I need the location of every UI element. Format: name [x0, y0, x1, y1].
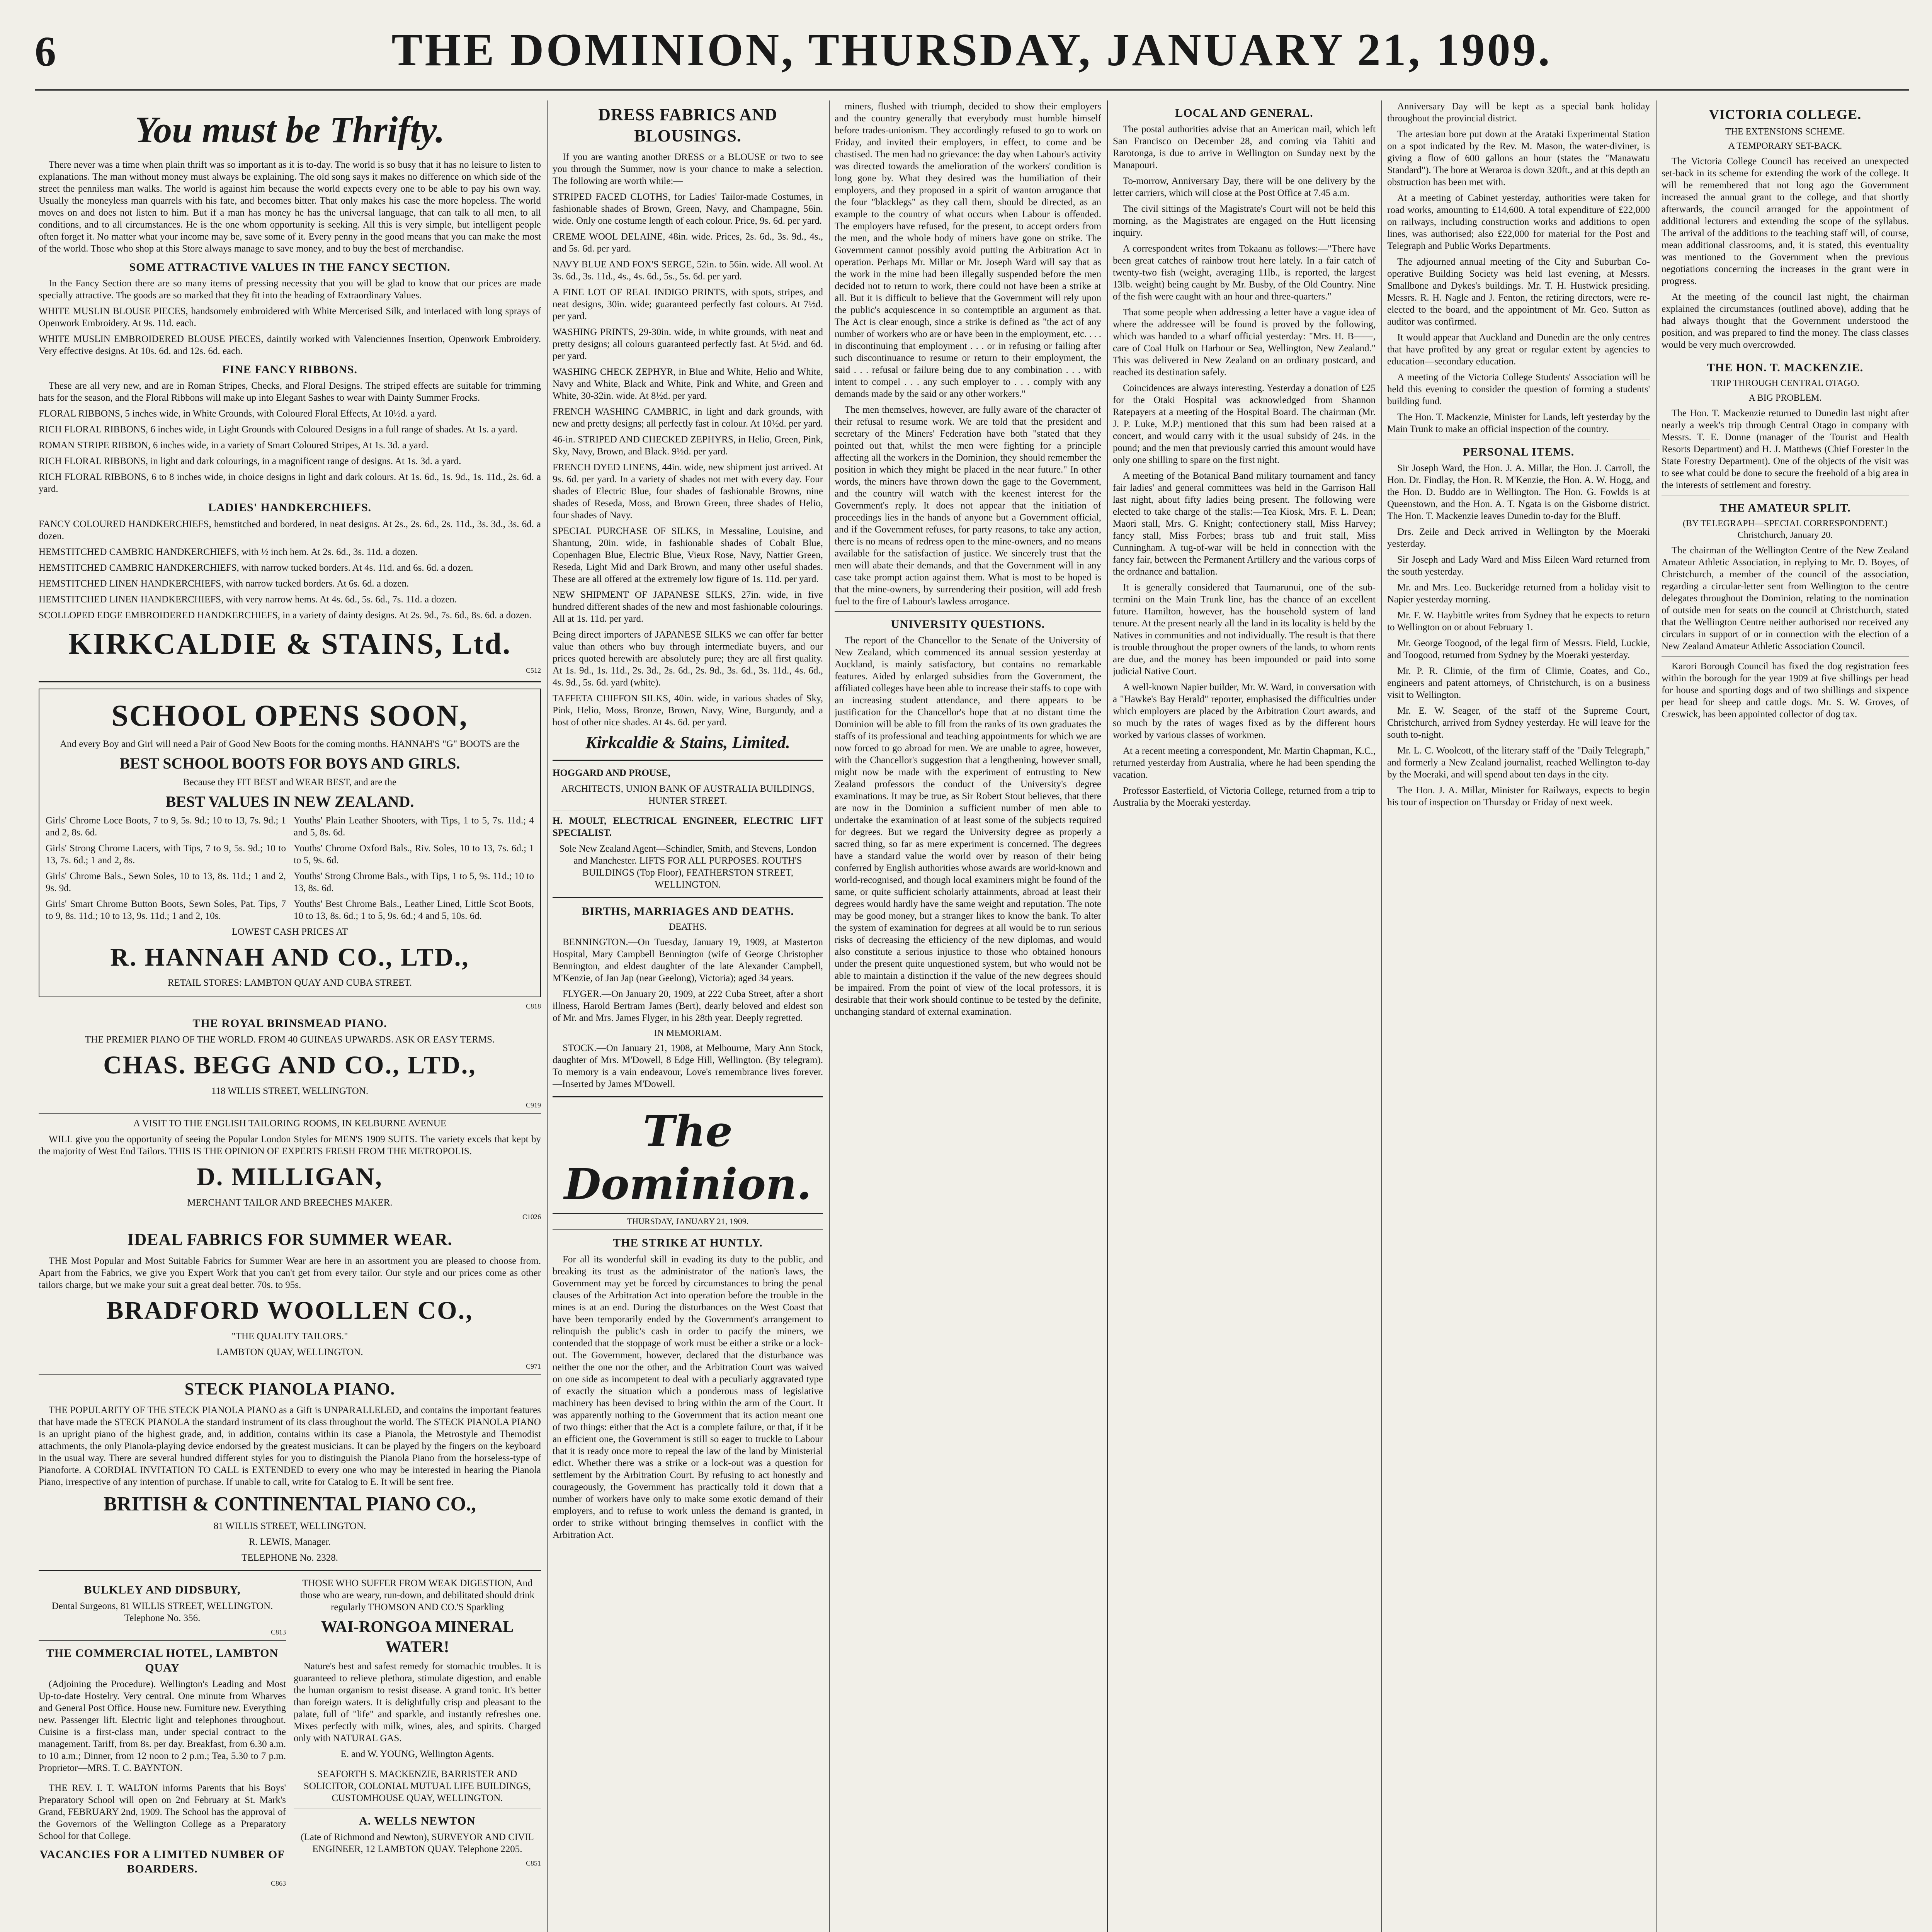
column-rule	[1107, 100, 1108, 1932]
begg-banner: CHAS. BEGG AND CO., LTD.,	[103, 1051, 476, 1079]
bradford-text: THE Most Popular and Most Suitable Fabrics for Summer Wear are here in an assortment you are pleased to choose from. Apart from the Fabrics, we give you Expert Work that you can't get from every tailor. Our style and our prices come as other tailors charge, but we make your suit a great deal better. 70s. to 95s.	[39, 1255, 541, 1290]
steck-address: 81 WILLIS STREET, WELLINGTON.	[213, 1520, 366, 1531]
dress-firm: Kirkcaldie & Stains, Limited.	[585, 733, 790, 752]
local-item: The civil sittings of the Magistrate's Court will not be held this morning, as the Magistrates are engaged on the Hutt licensing inquiry.	[1113, 204, 1376, 238]
small-ads-grid	[39, 1577, 541, 1892]
newton-title: A. WELLS NEWTON	[359, 1815, 476, 1827]
ribbon-item: RICH FLORAL RIBBONS, in light and dark colourings, in a magnificent range of designs. At 1s. 3d. a yard.	[39, 456, 461, 467]
personal-item: The Hon. J. A. Millar, Minister for Railways, expects to begin his tour of inspection on Thursday or Friday of next week.	[1387, 785, 1650, 808]
local-item: Coincidences are always interesting. Yesterday a donation of £25 for the Otaki Hospital was acknowledged from Shannon Ratepayers at a meeting of the Hospital Board. The chairman (Mr. J. P. Luke, M.P.) mentioned that this sum had been raised at a concert, and would carry with it the usual subsidy of 24s. in the pound; and the men that previously carried this amount would have only one shilling to spare on the first night.	[1113, 383, 1376, 466]
personal-item: Mr. P. R. Climie, of the firm of Climie, Coates, and Co., engineers and patent attorneys, of Christchurch, is on a business visit to Wellington.	[1387, 666, 1650, 701]
mackenzie-body: The Hon. T. Mackenzie returned to Dunedin last night after nearly a week's trip through Central Otago in company with Messrs. T. E. Donne (manager of the Tourist and Health Resorts Department) and H. J. Matthews (Chief Forester in the State Forestry Department). One of the objects of the visit was to see what could be done to secure the freehold of a big area in the interests of settlement and forestry.	[1662, 408, 1909, 490]
divider	[39, 1113, 541, 1114]
dress-item: 46-in. STRIPED AND CHECKED ZEPHYRS, in Helio, Green, Pink, Sky, Navy, Brown, and Black. 9½d. per yard.	[553, 434, 823, 457]
fancy-item: WHITE MUSLIN EMBROIDERED BLOUSE PIECES, daintily worked with Valenciennes Insertion, Openwork Embroidery. Very effective designs. At 10s. 6d. and 12s. 6d. each.	[39, 334, 541, 357]
kirkcaldie-banner: KIRKCALDIE & STAINS, Ltd.	[68, 626, 512, 660]
hannah-ad	[39, 689, 541, 998]
dress-item: NEW SHIPMENT OF JAPANESE SILKS, 27in. wide, in five hundred different shades of the new and most fashionable colourings. All at 1s. 11d. per yard.	[553, 590, 823, 624]
personal-item: Drs. Zeile and Deck arrived in Wellington by the Moeraki yesterday.	[1387, 527, 1650, 549]
vc-body: The Victoria College Council has received an unexpected set-back in its scheme for extending the work of the college. It will be remembered that not long ago the Government increased the annual grant to the college, and that shortly afterwards, the council arranged for the appointment of additional lecturers and extending the scope of the syllabus. The arrival of the additions to the teaching staff will, of course, mean additional classrooms, and, it is stated, this eventuality was mentioned to the Government when the previous negotiations concerning the increases in the grant were in progress.	[1662, 156, 1909, 287]
school-best: BEST SCHOOL BOOTS FOR BOYS AND GIRLS.	[119, 755, 460, 772]
local-item: A well-known Napier builder, Mr. W. Ward, in conversation with a "Hawke's Bay Herald" reporter, emphasised the difficulties under which employers are placed by the Arbitration Court awards, and so much by the rates of wages fixed as by the different hours worked by various classes of workmen.	[1113, 682, 1376, 741]
local-item: A meeting of the Botanical Band military tournament and fancy fair ladies' and general committees was held in the Garrison Hall last night, about fifty ladies being present. The following were elected to take charge of the stalls:—Tea Kiosk, Mrs. F. L. Dean; Maori stall, Mrs. G. Knight; confectionery stall, Miss Harvey; fancy stall, Miss Forbes; brass tub and fruit stall, Miss Cunningham. A tug-of-war will be held in connection with the fancy fair, between the Permanent Artillery and the various corps of the ordnance and battalion.	[1113, 471, 1376, 577]
card-title: HOGGARD AND PROUSE,	[553, 767, 670, 778]
milligan-banner: D. MILLIGAN,	[197, 1163, 383, 1191]
milligan-pre: A VISIT TO THE ENGLISH TAILORING ROOMS, IN KELBURNE AVENUE	[133, 1118, 447, 1129]
death-notice: FLYGER.—On January 20, 1909, at 222 Cuba Street, after a short illness, Harold Bertram James (Bert), dearly beloved and eldest son of Mr. and Mrs. James Flyger, in his 28th year. Deeply regretted.	[553, 988, 823, 1023]
mackenzie-sub: TRIP THROUGH CENTRAL OTAGO.	[1711, 378, 1859, 389]
dress-item: WASHING CHECK ZEPHYR, in Blue and White, Helio and White, Navy and White, Black and White, Pink and White, and Green and White, 30-32in. wide. At 8½d. per yard.	[553, 367, 823, 401]
personal-heading: PERSONAL ITEMS.	[1463, 446, 1575, 458]
ribbons-intro: These are all very new, and are in Roman Stripes, Checks, and Floral Designs. The striped effects are suitable for trimming hats for the season, and the Floral Ribbons will make up into Elegant Sashes to wear with Dainty Summer Frocks.	[39, 381, 541, 403]
dress-item: Being direct importers of JAPANESE SILKS we can offer far better value than others who buy through intermediate buyers, and our prices quoted herewith are absolutely pure; they are all first quality. At 1s. 9d., 1s. 11d., 2s. 3d., 2s. 6d., 2s. 9d., 3s. 6d., 3s. 11d., 4s. 6d., 4s. 9d., 5s. 6d. yard (white).	[553, 629, 823, 688]
thrifty-headline: You must be Thrifty.	[135, 109, 445, 150]
university-body: The report of the Chancellor to the Senate of the University of New Zealand, which commenced its annual session yesterday at Auckland, is mainly satisfactory, but contains no remarkable features. Aided by enlarged subsidies from the Government, the affiliated colleges have been able to increase their staffs to cope with an increasing student attendance, and there appears to be justification for the Chancellor's hope that at no distant time the Dominion will be able to fill from the ranks of its own graduates the staffs of its professional and teaching appointments for which we are now forced to go abroad for men. We are unable to agree, however, with the Chancellor's suggestion that a lengthening, however small, might now be made with the experiment of entrusting to New Zealand professors the conduct of the University's degree examinations. It may be true, as Sir Robert Stout believes, that there are now in the Dominion a sufficient number of men able to undertake the examination of at least some of the subjects required for degrees. But we regard the University degree as properly a sacred thing, so far as mere experiment is concerned. The degrees have a standard value the world over by reason of their being conferred by English authorities whose awards are world-known and world-recognised, and though local examiners might be found of the same, or quite sufficient scholarly attainments, abroad at least their degrees would hardly have the same weight and reputation. The note may be good money, but a stranger likes to know the bank. To alter the system of examination for degrees at all would be to run serious risks of decreasing the efficiency of the new diplomas, and would also constitute a serious injustice to those who obtained honours under the present quite unquestioned system, but who would not be able to maintain a distinction if the value of the new degrees should be impaired. From the point of view of the local professors, it is desirable that their work should continue to be tested by the definite, unchanging standard of external examination.	[835, 635, 1101, 1017]
local-item: A correspondent writes from Tokaanu as follows:—"There have been great catches of rainbow trout here lately. In a fair catch of twenty-two fish (weight, averaging 11lb., is reported, the largest 13lb. weight) being caught by Mr. Busby, of the Old Country. Nine of the fish were caught with an hour and three-quarters."	[1113, 243, 1376, 302]
steck-phone: TELEPHONE No. 2328.	[242, 1552, 338, 1563]
strike-continued: The men themselves, however, are fully aware of the character of their refusal to resume work. We are told that the president and secretary of the Miners' Federation have both "stated that they pointed out that, whilst the men were fighting for a principle affecting all the workers in the Dominion, they should remember the position in which they might be placed in the near future." In other words, the miners have thrown down the gage to the Government, and the country will watch with the keenest interest for the Government's reply. It does not appear that the initiation of proceedings lies in the hands of anyone but a Government official, and if the Government refuses, for party reasons, to take any action, there is no means of redress open to the mine-owners, and no means available for the satisfaction of justice. We sincerely trust that the men will abate their demands, and that the Government will in any case take prompt action against them. What is most to be hoped is that the mine-owners, by surrendering their position, will add fresh fuel to the fire of Labour's lawless arrogance.	[835, 405, 1101, 607]
memoriam-text: STOCK.—On January 21, 1908, at Melbourne, Mary Ann Stock, daughter of Mrs. M'Dowell, 8 Edge Hill, Wellington. (By telegram). To memory is a vain endeavour, Love's remembrance lives forever. —Inserted by James M'Dowell.	[553, 1043, 823, 1090]
divider	[553, 760, 823, 761]
brinsmead-title: THE ROYAL BRINSMEAD PIANO.	[192, 1017, 387, 1030]
ad-ref: C971	[526, 1362, 541, 1370]
strike-body: For all its wonderful skill in evading its duty to the public, and breaking its trust as the administrator of the nation's laws, the Government may yet be forced by circumstances to bring the penal clauses of the Arbitration Act into operation before the trouble in the mines is at an end. During the disturbances on the West Coast that have been temporarily ended by the Government's arrangement to relinquish the public's cash in order to pacify the miners, we contended that the stoppage of work must be either a strike or a lock-out. The Government, however, declared that the disturbance was neither the one nor the other, and the Arbitration Court was waived on one side as incompetent to deal with a peculiarly aggravated type of exactly the situation which a ponderous mass of legislative machinery has been devised to bring within the arm of the Court. It was apparently nothing to the Government that its action meant one of two things: either that the Act is a complete failure, or that, if it be an efficient one, the Government is still so eager to truckle to Labour that it is ready once more to repeal the law of the land by Ministerial edict. Whether there was a strike or a lock-out was a question for settlement by the Arbitration Court. By refusing to act honestly and courageously, the Government has practically told it down that a number of workers have only to make some exotic demand of their employers, and to refuse to work unless the demand is granted, in order to strike without bringing themselves in conflict with the Arbitration Act.	[553, 1254, 823, 1540]
dress-item: FRENCH DYED LINENS, 44in. wide, new shipment just arrived. At 9s. 6d. per yard. In a variety of shades not met with every day. Four shades of Electric Blue, four shades of fashionable Browns, nine shades of Reseda, Moss, and Brown Green, three shades of Helio, four shades of Navy.	[553, 462, 823, 521]
karori-item: Karori Borough Council has fixed the dog registration fees within the borough for the year 1909 at five shillings per head for house and sporting dogs and of two shillings and sixpence per head for sheep and cattle dogs. Mr. S. W. Groves, of Creswick, has been appointed collector of dog tax.	[1662, 661, 1909, 719]
card-text: ARCHITECTS, UNION BANK OF AUSTRALIA BUILDINGS, HUNTER STREET.	[561, 783, 815, 806]
local-item: Professor Easterfield, of Victoria College, returned from a trip to Australia by the Moeraki yesterday.	[1113, 786, 1376, 808]
wairongoa-title: WAI-RONGOA MINERAL WATER!	[321, 1618, 514, 1656]
dress-intro: If you are wanting another DRESS or a BLOUSE or two to see you through the Summer, now is your chance to make a selection. The following are worth while:—	[553, 152, 823, 187]
divider	[553, 897, 823, 898]
youths-boot-item: Youths' Plain Leather Shooters, with Tips, 1 to 5, 7s. 11d.; 4 and 5, 8s. 6d.	[294, 815, 534, 838]
steck-banner: BRITISH & CONTINENTAL PIANO CO.,	[103, 1493, 476, 1515]
girls-boot-item: Girls' Chrome Bals., Sewn Soles, 10 to 13, 8s. 11d.; 1 and 2, 9s. 9d.	[46, 871, 286, 893]
column-rule	[547, 100, 548, 1932]
handkerchief-item: HEMSTITCHED LINEN HANDKERCHIEFS, with very narrow hems. At 4s. 6d., 5s. 6d., 7s. 11d. a dozen.	[39, 594, 457, 605]
dress-item: SPECIAL PURCHASE OF SILKS, in Messaline, Louisine, and Shantung, 20in. wide, in fashionable shades of Cobalt Blue, Copenhagen Blue, Electric Blue, Vieux Rose, Navy, Nattier Green, Reseda, Light Mid and Dark Brown, and many other useful shades. These are all offered at the extremely low figure of 1s. 11d. per yard.	[553, 526, 823, 585]
mackenzie-sub2: A BIG PROBLEM.	[1748, 393, 1822, 403]
local-item: To-morrow, Anniversary Day, there will be one delivery by the letter carriers, which will close at the Post Office at 7.45 a.m.	[1113, 176, 1376, 199]
ribbon-item: RICH FLORAL RIBBONS, 6 inches wide, in Light Grounds with Coloured Designs in a full range of shades. At 1s. a yard.	[39, 424, 518, 435]
ribbon-item: FLORAL RIBBONS, 5 inches wide, in White Grounds, with Coloured Floral Effects, At 10½d. a yard.	[39, 408, 437, 419]
local-item: That some people when addressing a letter have a vague idea of where the addressee will be found is proved by the following, which was handed to a wharf official yesterday: "Mrs. H. B——, care of Coal Hulk on Harbour or Sea, Wellington, New Zealand." This was delivered in New Zealand on an ordinary postcard, and reached its destination safely.	[1113, 307, 1376, 378]
column-rule	[1381, 100, 1382, 1932]
dateline: THURSDAY, JANUARY 21, 1909.	[553, 1213, 823, 1230]
ribbon-item: RICH FLORAL RIBBONS, 6 to 8 inches wide, in choice designs in light and dark colours. At 1s. 6d., 1s. 9d., 1s. 11d., 2s. 6d. a yard.	[39, 472, 541, 495]
handkerchief-item: HEMSTITCHED CAMBRIC HANDKERCHIEFS, with narrow tucked borders. At 4s. 11d. and 6s. 6d. a dozen.	[39, 562, 473, 573]
column-editorial	[835, 100, 1101, 1932]
divider	[39, 1640, 286, 1641]
newton-text: (Late of Richmond and Newton), SURVEYOR AND CIVIL ENGINEER, 12 LAMBTON QUAY. Telephone 2205.	[301, 1832, 534, 1855]
bradford-address: LAMBTON QUAY, WELLINGTON.	[216, 1347, 363, 1357]
column-rule	[829, 100, 830, 1932]
hannah-address: RETAIL STORES: LAMBTON QUAY AND CUBA STREET.	[167, 978, 412, 988]
personal-item: Mr. F. W. Haybittle writes from Sydney that he expects to return to Wellington on or about February 1.	[1387, 610, 1650, 633]
girls-boot-item: Girls' Strong Chrome Lacers, with Tips, 7 to 9, 5s. 9d.; 10 to 13, 7s. 6d.; 1 and 2, 8s.	[46, 843, 286, 866]
ad-ref: C851	[526, 1859, 541, 1867]
local-item: At a recent meeting a correspondent, Mr. Martin Chapman, K.C., returned yesterday from Australia, where he had been spending the vacation.	[1113, 746, 1376, 781]
university-heading: UNIVERSITY QUESTIONS.	[891, 618, 1045, 631]
dress-item: TAFFETA CHIFFON SILKS, 40in. wide, in various shades of Sky, Pink, Helio, Moss, Bronze, Brown, Navy, Wine, Burgundy, and a host of other nice shades. At 4s. 6d. per yard.	[553, 693, 823, 728]
strike-continued: miners, flushed with triumph, decided to show their employers and the country generally that everybody must humble himself before trades-unionism. They accordingly refused to go to work on Friday, and invited their employers, in effect, to come and be chastised. The men had no grievance: the day when Labour's activity was directed towards the amelioration of the workers' condition is long gone by. What they desired was the humiliation of their employers, and they proposed in a spirit of wanton arrogance that the four "blacklegs" as they call them, should be directed, as an example to the country of what occurs when Labour is offended. The employers have refused, for the present, to accept orders from the men, and the whole body of miners have gone on strike. The Government cannot possibly avoid putting the Arbitration Act in operation. Perhaps Mr. Millar or Mr. Joseph Ward will say that as the work in the mine had been illegally suspended before the men decided not to return to work, there could not have been a strike at all. But it is difficult to believe that the Government will rely upon the public's acquiescence in so contemptible an argument as that. The Act is clear enough, since a strike is defined as "the act of any number of workers who are or have been in the employment, etc. . . . in discontinuing that employment . . . or in refusing or failing after such discontinuance to resume or return to their employment, the said . . . refusal or failure being due to any combination . . . with intent to compel . . . any such employer to . . . comply with any demands made by the said or any other workers."	[835, 101, 1101, 399]
ribbon-item: ROMAN STRIPE RIBBON, 6 inches wide, in a variety of Smart Coloured Stripes, At 1s. 3d. a yard.	[39, 440, 429, 451]
wairongoa-pre: THOSE WHO SUFFER FROM WEAK DIGESTION, And those who are weary, run-down, and debilitated should drink regularly THOMSON AND CO.'S Sparkling	[300, 1578, 535, 1612]
personal-item: Mr. L. C. Woolcott, of the literary staff of the "Daily Telegraph," and formerly a New Zealand journalist, reached Wellington to-day by the Moeraki, and will spend about ten days in the city.	[1387, 745, 1650, 780]
wairongoa-text: Nature's best and safest remedy for stomachic troubles. It is guaranteed to relieve plethora, stimulate digestion, and enable the human organism to resist disease. A grand tonic. It's better than foreign waters. It is delightfully crisp and pleasant to the palate, full of "life" and sparkle, and instantly refreshes one. Mixes perfectly with milk, wines, ales, and spirits. Charged only with NATURAL GAS.	[294, 1661, 541, 1743]
bmd-heading: BIRTHS, MARRIAGES AND DEATHS.	[582, 905, 794, 918]
column-advertisements	[39, 100, 541, 1932]
divider	[835, 611, 1101, 612]
bulkley-sub: Dental Surgeons, 81 WILLIS STREET, WELLINGTON. Telephone No. 356.	[51, 1601, 273, 1624]
column-local-general	[1113, 100, 1376, 1932]
girls-boot-item: Girls' Smart Chrome Button Boots, Sewn Soles, Pat. Tips, 7 to 9, 8s. 11d.; 10 to 13, 9s. 11d.; 1 and 2, 10s.	[46, 898, 286, 921]
amateur-sub: (BY TELEGRAPH—SPECIAL CORRESPONDENT.) Christchurch, January 20.	[1682, 519, 1888, 540]
local-item: It is generally considered that Taumarunui, one of the sub-termini on the Main Trunk line, has the chance of an excellent future. Hamilton, however, has the household system of land tenure. At the present nearly all the land in its locality is held by the Natives in communities and not individually. The result is that there is trouble throughout the proper owners of the lands, to whom rents are due, and the money has been impounded or paid into some judicial Native Court.	[1113, 582, 1376, 677]
steck-manager: R. LEWIS, Manager.	[249, 1536, 331, 1547]
youths-boot-item: Youths' Chrome Oxford Bals., Riv. Soles, 10 to 13, 7s. 6d.; 1 to 5, 9s. 6d.	[294, 843, 534, 866]
page-title: THE DOMINION, THURSDAY, JANUARY 21, 1909.	[391, 24, 1552, 75]
strike-heading: THE STRIKE AT HUNTLY.	[613, 1236, 763, 1250]
dress-item: WASHING PRINTS, 29-30in. wide, in white grounds, with neat and pretty designs; all colours guaranteed perfectly fast. At 5½d. and 6d. per yard.	[553, 327, 823, 362]
personal-item: Mr. and Mrs. Leo. Buckeridge returned from a holiday visit to Napier yesterday morning.	[1387, 582, 1650, 605]
divider	[553, 1096, 823, 1097]
lowest-cash-prices: LOWEST CASH PRICES AT	[231, 926, 348, 937]
dress-item: CREME WOOL DELAINE, 48in. wide. Prices, 2s. 6d., 3s. 9d., 4s., and 5s. 6d. per yard.	[553, 231, 823, 254]
divider	[39, 681, 541, 682]
news-item: The Hon. T. Mackenzie, Minister for Lands, left yesterday by the Main Trunk to make an official inspection of the country.	[1387, 412, 1650, 434]
personal-item: Sir Joseph Ward, the Hon. J. A. Millar, the Hon. J. Carroll, the Hon. Dr. Findlay, the Hon. R. M'Kenzie, the Hon. A. W. Hogg, and the Hon. D. Buddo are in Wellington. The Hon. G. Fowlds is at Queenstown, and the Hon. A. T. Ngata is on the Gisborne district. The Hon. T. Mackenzie leaves Dunedin to-day for the Bluff.	[1387, 463, 1650, 522]
news-item: A meeting of the Victoria College Students' Association will be held this evening to consider the question of forming a students' building fund.	[1387, 372, 1650, 406]
handkerchief-item: HEMSTITCHED LINEN HANDKERCHIEFS, with narrow tucked borders. At 6s. 6d. a dozen.	[39, 578, 409, 589]
school-because: Because they FIT BEST and WEAR BEST, and are the	[183, 777, 397, 787]
dress-item: STRIPED FACED CLOTHS, for Ladies' Tailor-made Costumes, in fashionable shades of Brown, Green, Navy, and Champagne, 56in. wide. Only one costume length of each colour. Price, 9s. 6d. per yard.	[553, 192, 823, 226]
ad-ref: C813	[270, 1628, 286, 1636]
personal-item: Mr. George Toogood, of the legal firm of Messrs. Field, Luckie, and Toogood, returned from Sydney by the Moeraki yesterday.	[1387, 638, 1650, 661]
amateur-heading: THE AMATEUR SPLIT.	[1719, 501, 1851, 514]
card-title: H. MOULT, ELECTRICAL ENGINEER, ELECTRIC LIFT SPECIALIST.	[553, 815, 823, 838]
news-item: The artesian bore put down at the Arataki Experimental Station on a spot indicated by the Rev. M. Mason, the water-diviner, is giving a flow of 600 gallons an hour (states the "Manawatu Standard"). The bore at Weraroa is down 320ft., and at this depth an obstruction has been met with.	[1387, 129, 1650, 187]
column-general-personal	[1387, 100, 1650, 1932]
local-item: The postal authorities advise that an American mail, which left San Francisco on December 28, and coming via Tahiti and Rarotonga, is due to arrive in Wellington on Sunday next by the Manapouri.	[1113, 124, 1376, 171]
commercial-title: THE COMMERCIAL HOTEL, LAMBTON QUAY	[46, 1647, 279, 1674]
ad-ref: C863	[270, 1879, 286, 1888]
news-item: It would appear that Auckland and Dunedin are the only centres that have profited by any great or regular extent by agencies to education—secondary education.	[1387, 332, 1650, 367]
milligan-sub: MERCHANT TAILOR AND BREECHES MAKER.	[187, 1197, 393, 1208]
dress-item: NAVY BLUE AND FOX'S SERGE, 52in. to 56in. wide. All wool. At 3s. 6d., 3s. 11d., 4s., 4s. 6d., 5s., 5s. 6d. per yard.	[553, 259, 823, 282]
column-college-and-news	[1662, 100, 1909, 1932]
bradford-tag: "THE QUALITY TAILORS."	[231, 1331, 348, 1342]
news-item: At a meeting of Cabinet yesterday, authorities were taken for road works, amounting to £14,600. A total expenditure of £22,000 on railways, including construction works and additions to open lines, was authorised; also £22,000 for material for the Post and Telegraph and Public Works Departments.	[1387, 193, 1650, 251]
ribbons-heading: FINE FANCY RIBBONS.	[222, 363, 357, 376]
personal-item: Mr. E. W. Seager, of the staff of the Supreme Court, Christchurch, arrived from Sydney yesterday. He will leave for the south to-night.	[1387, 706, 1650, 740]
youths-boot-item: Youths' Strong Chrome Bals., with Tips, 1 to 5, 9s. 11d.; 10 to 13, 8s. 6d.	[294, 871, 534, 893]
steck-text: THE POPULARITY OF THE STECK PIANOLA PIANO as a Gift is UNPARALLELED, and contains the important features that have made the STECK PIANOLA the standard instrument of its class throughout the world. The STECK PIANOLA PIANO is an upright piano of the highest grade, and, in addition, contains within its case a Pianola, the Metrostyle and Themodist attachments, the only Pianola-playing device endorsed by the greatest musicians. It can be played by the fingers on the keyboard in the usual way. There are several hundred different styles for you to distinguish the Pianola Piano from the horseless-type of Pianoforte. A CORDIAL INVITATION TO CALL is EXTENDED to every one who may be interested in hearing the Pianola Piano, irrespective of any intention of purchase. If unable to call, write for Catalog to E. It will be sent free.	[39, 1405, 541, 1488]
milligan-text: WILL give you the opportunity of seeing the Popular London Styles for MEN'S 1909 SUITS. The variety excels that kept by the majority of West End Tailors. THIS IS THE OPINION OF EXPERTS FRESH FROM THE METROPOLIS.	[39, 1134, 541, 1156]
vc-sub2: A TEMPORARY SET-BACK.	[1728, 141, 1842, 151]
fancy-item: WHITE MUSLIN BLOUSE PIECES, handsomely embroidered with White Mercerised Silk, and interlaced with long sprays of Openwork Embroidery. At 9s. 11d. each.	[39, 306, 541, 329]
page-number: 6	[35, 28, 56, 75]
commercial-text: (Adjoining the Procedure). Wellington's Leading and Most Up-to-date Hostelry. Very central. One minute from Wharves and General Post Office. House new. Furniture new. Everything new. Passenger lift. Electric light and telephones throughout. Cuisine is a first-class man, under special contract to the management. Tariff, from 8s. per day. Breakfast, from 6.30 a.m. to 10 a.m.; Dinner, from 12 noon to 2 p.m.; Tea, 5.30 to 7 p.m. Proprietor—MRS. T. C. BAYNTON.	[39, 1679, 286, 1773]
ad-ref: C1026	[522, 1213, 541, 1221]
school-values: BEST VALUES IN NEW ZEALAND.	[165, 793, 414, 810]
vc-body: At the meeting of the council last night, the chairman explained the circumstances (outlined above), adding that he had always thought that the Government understood the position, and was prepared to find the money. The class classes would be very much overcrowded.	[1662, 292, 1909, 350]
mackenzie-firm: SEAFORTH S. MACKENZIE, BARRISTER AND SOLICITOR, COLONIAL MUTUAL LIFE BUILDINGS, CUSTOMHOUSE QUAY, WELLINGTON.	[304, 1769, 531, 1803]
brinsmead-sub: THE PREMIER PIANO OF THE WORLD. FROM 40 GUINEAS UPWARDS. ASK OR EASY TERMS.	[85, 1034, 495, 1045]
handkerchiefs-heading: LADIES' HANDKERCHIEFS.	[208, 501, 372, 514]
mackenzie-heading: THE HON. T. MACKENZIE.	[1707, 361, 1864, 374]
death-notice: BENNINGTON.—On Tuesday, January 19, 1909, at Masterton Hospital, Mary Campbell Bennington (wife of George Christopher Bennington, and eldest daughter of the late Alexander Campbell, M'Kenzie, of Jan Jap (near Geelong), Victoria); aged 34 years.	[553, 937, 823, 983]
dominion-nameplate: The Dominion.	[564, 1106, 812, 1209]
dress-item: A FINE LOT OF REAL INDIGO PRINTS, with spots, stripes, and neat designs, 30in. wide; guaranteed perfectly fast colours. At 7½d. per yard.	[553, 287, 823, 322]
fancy-intro: In the Fancy Section there are so many items of pressing necessity that you will be glad to know that our prices are made specially attractive. The goods are so marked that they fit into the heading of Extraordinary Values.	[39, 278, 541, 301]
walton-vacancies: VACANCIES FOR A LIMITED NUMBER OF BOARDERS.	[39, 1848, 285, 1875]
ad-ref: C919	[526, 1101, 541, 1109]
school-headline: SCHOOL OPENS SOON,	[111, 698, 468, 732]
girls-boot-item: Girls' Chrome Loce Boots, 7 to 9, 5s. 9d.; 10 to 13, 7s. 9d.; 1 and 2, 8s. 6d.	[46, 815, 286, 838]
vc-sub: THE EXTENSIONS SCHEME.	[1725, 126, 1845, 137]
personal-item: Sir Joseph and Lady Ward and Miss Eileen Ward returned from the south yesterday.	[1387, 554, 1650, 577]
divider	[39, 1570, 541, 1571]
fancy-heading: SOME ATTRACTIVE VALUES IN THE FANCY SECTION.	[129, 261, 451, 274]
school-sub: And every Boy and Girl will need a Pair of Good New Boots for the coming months. HANNAH'S "G" BOOTS are the	[60, 739, 520, 750]
begg-address: 118 WILLIS STREET, WELLINGTON.	[211, 1085, 369, 1096]
masthead	[35, 15, 1909, 91]
column-dress-and-leader	[553, 100, 823, 1932]
youths-boot-item: Youths' Best Chrome Bals., Leather Lined, Little Scot Boots, 10 to 13, 8s. 6d.; 1 to 5, 9s. 6d.; 4 and 5, 10s. 6d.	[294, 898, 534, 921]
card-text: Sole New Zealand Agent—Schindler, Smith, and Stevens, London and Manchester. LIFTS FOR ALL PURPOSES. ROUTH'S BUILDINGS (Top Floor), FEATHERSTON STREET, WELLINGTON.	[559, 843, 816, 890]
hannah-banner: R. HANNAH AND CO., LTD.,	[110, 943, 469, 971]
divider	[39, 1374, 541, 1375]
amateur-body: The chairman of the Wellington Centre of the New Zealand Amateur Athletic Association, in replying to Mr. D. Boyes, of Christchurch, a member of the council of the association, regarding a circular-letter sent from Wellington to the centre delegates throughout the Dominion, relating to the nomination of outside men for seats on the council at Christchurch, stated that the Wellington Centre neither authorised nor received any circulars in support of or in connection with the election of a New Zealand Amateur Athletic Association Council.	[1662, 545, 1909, 651]
steck-title: STECK PIANOLA PIANO.	[184, 1379, 395, 1398]
deaths-heading: DEATHS.	[668, 922, 707, 932]
ad-ref: C818	[526, 1002, 541, 1010]
local-heading: LOCAL AND GENERAL.	[1175, 107, 1313, 119]
news-item: Anniversary Day will be kept as a special bank holiday throughout the provincial district.	[1387, 101, 1650, 124]
vc-heading: VICTORIA COLLEGE.	[1709, 107, 1862, 122]
handkerchief-item: FANCY COLOURED HANDKERCHIEFS, hemstitched and bordered, in neat designs. At 2s., 2s. 6d., 2s. 11d., 3s. 3d., 3s. 6d. a dozen.	[39, 519, 541, 541]
boot-price-list	[46, 815, 534, 926]
bradford-title: IDEAL FABRICS FOR SUMMER WEAR.	[127, 1230, 452, 1249]
dress-item: FRENCH WASHING CAMBRIC, in light and dark grounds, with new and pretty designs; all perfectly fast in colour. At 10½d. per yard.	[553, 406, 823, 429]
news-item: The adjourned annual meeting of the City and Suburban Co-operative Building Society was held last evening, at Messrs. Smallbone and Dykes's buildings. Mr. T. H. Hustwick presiding. Messrs. R. H. Nagle and J. Fenton, the retiring directors, were re-elected to the board, and the appointment of Mr. Geo. Sutton as auditor was confirmed.	[1387, 257, 1650, 327]
bulkley-title: BULKLEY AND DIDSBURY,	[84, 1583, 241, 1596]
wairongoa-agents: E. and W. YOUNG, Wellington Agents.	[340, 1749, 494, 1759]
ad-ref: C512	[526, 667, 541, 675]
handkerchief-item: HEMSTITCHED CAMBRIC HANDKERCHIEFS, with ½ inch hem. At 2s. 6d., 3s. 11d. a dozen.	[39, 546, 418, 557]
bradford-banner: BRADFORD WOOLLEN CO.,	[106, 1296, 473, 1325]
handkerchief-item: SCOLLOPED EDGE EMBROIDERED HANDKERCHIEFS, in a variety of dainty designs. At 2s. 9d., 7s. 6d., 8s. 6d. a dozen.	[39, 610, 532, 621]
walton-text: THE REV. I. T. WALTON informs Parents that his Boys' Preparatory School will open on 2nd February at St. Mark's Grand, FEBRUARY 2nd, 1909. The School has the approval of the Governors of the Wellington College as a Preparatory School for that College.	[39, 1782, 286, 1841]
dress-title: DRESS FABRICS AND BLOUSINGS.	[598, 105, 777, 145]
thrifty-body: There never was a time when plain thrift was so important as it is to-day. The world is so busy that it has no leisure to listen to explanations. The man without money must always be explaining. The old song says it makes no difference on which side of the street the penniless man walks. The world is against him because the world expects every one to be able to pay his own way. Usually the moneyless man quarrels with his fate, and becomes bitter. That only makes his case the more hopeless. The world moves on and does not listen to him. But if a man has money he has the universal language, that can talk to all men, to all conditions, and to all circumstances. He is the one whom opportunity is seeking. All this is very simple, but intelligent people often forget it. No matter what your income may be, save some of it. Every penny in the good means that you can make the most of the world. Those who shop at this Store always manage to save money, and to buy the best of merchandise.	[39, 160, 541, 254]
memoriam-heading: IN MEMORIAM.	[654, 1028, 722, 1038]
